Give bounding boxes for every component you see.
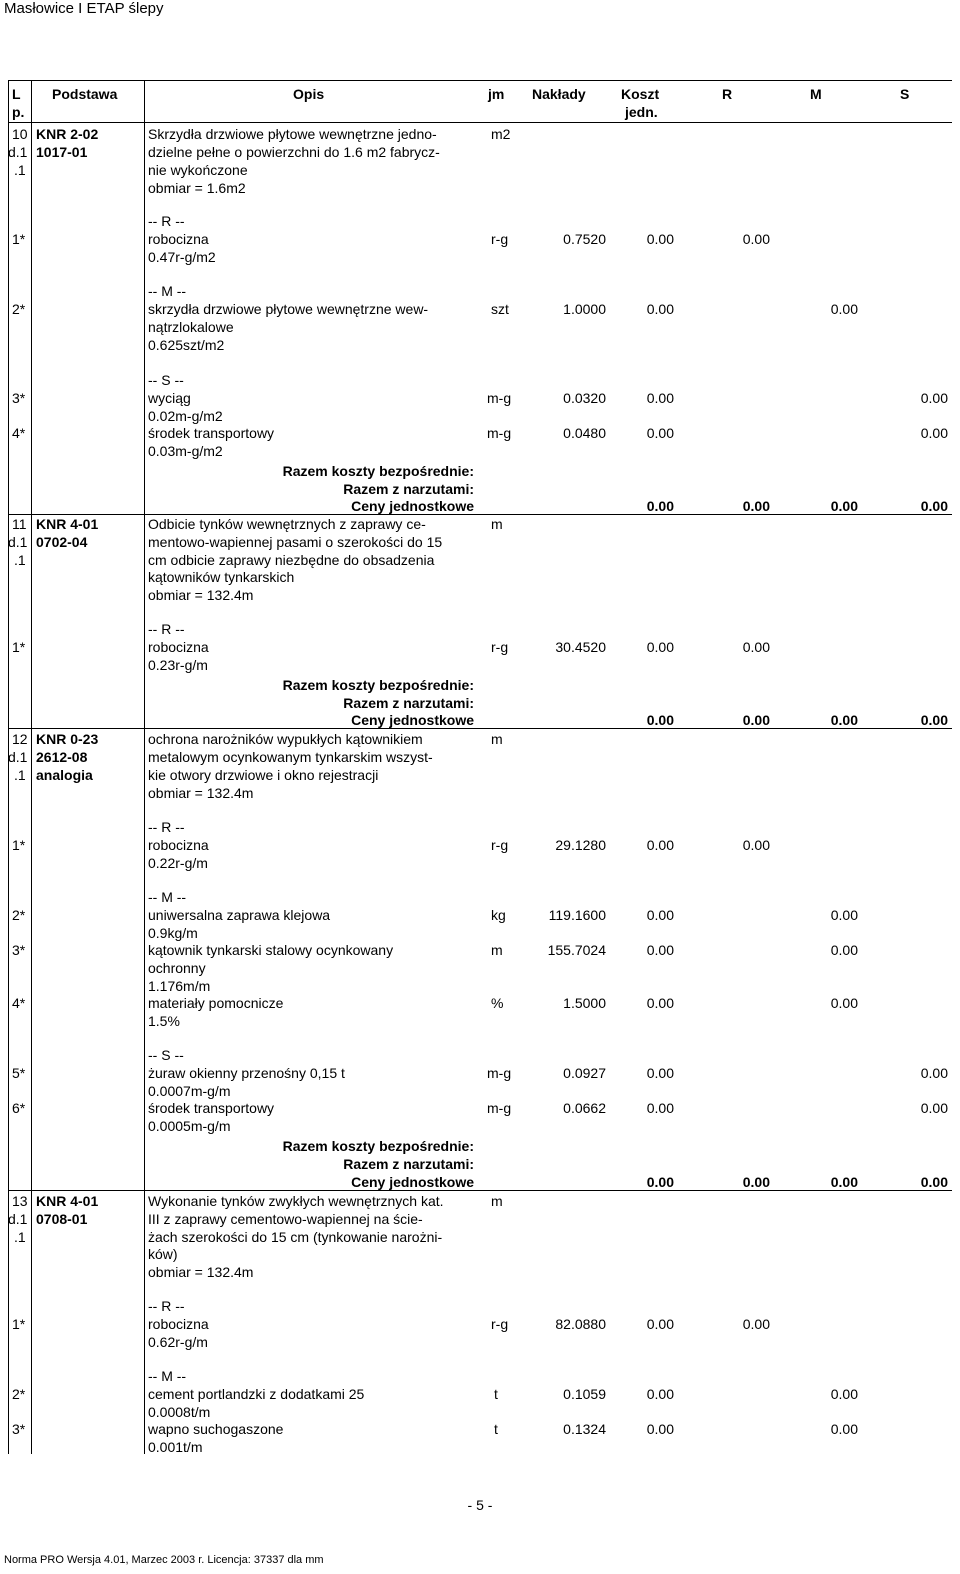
unit-price-s: 0.00 <box>920 1174 948 1190</box>
position-number: .1 <box>14 552 26 568</box>
resource-cost-r: 0.00 <box>742 639 770 655</box>
resource-unit-cost: 0.00 <box>646 1316 674 1332</box>
header-top-line <box>8 80 952 81</box>
header-koszt: Koszt <box>621 86 660 102</box>
position-basis: KNR 4-01 <box>36 516 99 532</box>
position-description: obmiar = 1.6m2 <box>148 180 246 196</box>
resource-norm: 0.0008t/m <box>148 1404 211 1420</box>
resource-cost-s: 0.00 <box>920 425 948 441</box>
resource-name: środek transportowy <box>148 425 275 441</box>
position-basis: KNR 2-02 <box>36 126 99 142</box>
header-jm: jm <box>488 86 505 102</box>
position-basis: 2612-08 <box>36 749 88 765</box>
resource-unit-cost: 0.00 <box>646 231 674 247</box>
resource-unit: m-g <box>487 1065 512 1081</box>
resource-lp: 3* <box>12 390 26 406</box>
resource-lp: 1* <box>12 639 26 655</box>
resource-cost-m: 0.00 <box>830 942 858 958</box>
unit-price-m: 0.00 <box>830 712 858 728</box>
unit-price-r: 0.00 <box>742 1174 770 1190</box>
summary-markup: Razem z narzutami: <box>343 1156 474 1172</box>
resource-unit: m <box>491 942 503 958</box>
resource-name: ochronny <box>148 960 206 976</box>
header-opis: Opis <box>293 86 325 102</box>
resource-unit-cost: 0.00 <box>646 390 674 406</box>
resource-quantity: 82.0880 <box>555 1316 606 1332</box>
header-r: R <box>722 86 733 102</box>
resource-norm: 0.22r-g/m <box>148 855 208 871</box>
resource-name: materiały pomocnicze <box>148 995 284 1011</box>
unit-price-m: 0.00 <box>830 498 858 514</box>
resource-unit-cost: 0.00 <box>646 301 674 317</box>
position-unit: m <box>491 1193 503 1209</box>
resource-name: wyciąg <box>148 390 191 406</box>
resource-unit-cost: 0.00 <box>646 907 674 923</box>
header-m: M <box>810 86 822 102</box>
resource-name: kątownik tynkarski stalowy ocynkowany <box>148 942 394 958</box>
position-number: .1 <box>14 1229 26 1245</box>
resource-norm: 0.23r-g/m <box>148 657 208 673</box>
unit-price-koszt: 0.00 <box>646 1174 674 1190</box>
resource-unit-cost: 0.00 <box>646 1386 674 1402</box>
position-description: ochrona narożników wypukłych kątownikiem <box>148 731 423 747</box>
resource-norm: 0.9kg/m <box>148 925 198 941</box>
position-basis: 0708-01 <box>36 1211 88 1227</box>
resource-lp: 3* <box>12 1421 26 1437</box>
resource-unit-cost: 0.00 <box>646 639 674 655</box>
resource-name: nątrzlokalowe <box>148 319 234 335</box>
resource-quantity: 0.1059 <box>563 1386 606 1402</box>
summary-direct: Razem koszty bezpośrednie: <box>282 463 474 479</box>
resource-unit-cost: 0.00 <box>646 425 674 441</box>
resource-unit: m-g <box>487 425 512 441</box>
resource-lp: 4* <box>12 995 26 1011</box>
position-number: d.1 <box>8 749 28 765</box>
group-s: -- S -- <box>148 372 184 388</box>
summary-direct: Razem koszty bezpośrednie: <box>282 677 474 693</box>
resource-unit: r-g <box>491 639 509 655</box>
resource-quantity: 155.7024 <box>547 942 606 958</box>
position-unit: m2 <box>491 126 511 142</box>
group-s: -- S -- <box>148 1047 184 1063</box>
resource-cost-r: 0.00 <box>742 837 770 853</box>
resource-unit: r-g <box>491 837 509 853</box>
header-lp-1: L <box>12 86 21 102</box>
group-r: -- R -- <box>148 621 185 637</box>
resource-unit: kg <box>491 907 506 923</box>
resource-name: skrzydła drzwiowe płytowe wewnętrzne wew- <box>148 301 429 317</box>
position-basis: 1017-01 <box>36 144 88 160</box>
position-number: 13 <box>12 1193 28 1209</box>
resource-quantity: 0.0320 <box>563 390 606 406</box>
resource-unit: r-g <box>491 231 509 247</box>
summary-unit: Ceny jednostkowe <box>351 498 474 514</box>
resource-unit: t <box>494 1421 498 1437</box>
resource-unit-cost: 0.00 <box>646 1065 674 1081</box>
resource-quantity: 0.0662 <box>563 1100 606 1116</box>
position-number: d.1 <box>8 1211 28 1227</box>
resource-cost-m: 0.00 <box>830 995 858 1011</box>
position-number: 11 <box>12 516 27 532</box>
group-m: -- M -- <box>148 889 187 905</box>
resource-norm: 0.62r-g/m <box>148 1334 208 1350</box>
resource-name: robocizna <box>148 837 209 853</box>
position-number: 10 <box>12 126 28 142</box>
group-m: -- M -- <box>148 283 187 299</box>
unit-price-m: 0.00 <box>830 1174 858 1190</box>
header-koszt-jedn: jedn. <box>625 104 658 120</box>
position-unit: m <box>491 516 503 532</box>
resource-unit: r-g <box>491 1316 509 1332</box>
position-basis: KNR 0-23 <box>36 731 99 747</box>
resource-norm: 0.47r-g/m2 <box>148 249 216 265</box>
resource-lp: 2* <box>12 907 26 923</box>
summary-markup: Razem z narzutami: <box>343 481 474 497</box>
position-description: dzielne pełne o powierzchni do 1.6 m2 fabrycz- <box>148 144 440 160</box>
resource-norm: 1.5% <box>148 1013 180 1029</box>
resource-lp: 2* <box>12 1386 26 1402</box>
summary-markup: Razem z narzutami: <box>343 695 474 711</box>
resource-name: robocizna <box>148 1316 209 1332</box>
position-description: III z zaprawy cementowo-wapiennej na ście- <box>148 1211 423 1227</box>
resource-norm: 1.176m/m <box>148 978 211 994</box>
footer-license: Norma PRO Wersja 4.01, Marzec 2003 r. Licencja: 37337 dla mm <box>4 1554 324 1566</box>
position-description: nie wykończone <box>148 162 248 178</box>
position-basis: KNR 4-01 <box>36 1193 99 1209</box>
position-description: kątowników tynkarskich <box>148 569 295 585</box>
resource-name: robocizna <box>148 639 209 655</box>
resource-unit: m-g <box>487 1100 512 1116</box>
resource-lp: 1* <box>12 1316 26 1332</box>
unit-price-r: 0.00 <box>742 498 770 514</box>
resource-quantity: 1.5000 <box>563 995 606 1011</box>
unit-price-s: 0.00 <box>920 712 948 728</box>
resource-unit-cost: 0.00 <box>646 1421 674 1437</box>
resource-cost-m: 0.00 <box>830 301 858 317</box>
unit-price-r: 0.00 <box>742 712 770 728</box>
position-number: d.1 <box>8 534 28 550</box>
position-number: 12 <box>12 731 28 747</box>
resource-quantity: 1.0000 <box>563 301 606 317</box>
resource-cost-m: 0.00 <box>830 1386 858 1402</box>
resource-lp: 1* <box>12 837 26 853</box>
resource-cost-r: 0.00 <box>742 231 770 247</box>
resource-unit: t <box>494 1386 498 1402</box>
resource-quantity: 29.1280 <box>555 837 606 853</box>
summary-unit: Ceny jednostkowe <box>351 1174 474 1190</box>
resource-unit-cost: 0.00 <box>646 942 674 958</box>
unit-price-koszt: 0.00 <box>646 712 674 728</box>
position-description: ków) <box>148 1246 178 1262</box>
resource-name: środek transportowy <box>148 1100 275 1116</box>
position-number: .1 <box>14 162 26 178</box>
resource-cost-s: 0.00 <box>920 1100 948 1116</box>
resource-unit: m-g <box>487 390 512 406</box>
resource-norm: 0.02m-g/m2 <box>148 408 223 424</box>
resource-norm: 0.03m-g/m2 <box>148 443 223 459</box>
group-r: -- R -- <box>148 819 185 835</box>
position-description: Wykonanie tynków zwykłych wewnętrznych kat. <box>148 1193 444 1209</box>
col-divider-lp <box>31 80 32 1454</box>
resource-quantity: 119.1600 <box>548 907 606 923</box>
unit-price-koszt: 0.00 <box>646 498 674 514</box>
position-description: Odbicie tynków wewnętrznych z zaprawy ce- <box>148 516 426 532</box>
resource-quantity: 0.7520 <box>563 231 606 247</box>
resource-lp: 3* <box>12 942 26 958</box>
group-r: -- R -- <box>148 213 185 229</box>
resource-lp: 6* <box>12 1100 26 1116</box>
resource-unit: % <box>491 995 504 1011</box>
summary-unit: Ceny jednostkowe <box>351 712 474 728</box>
header-podstawa: Podstawa <box>52 86 118 102</box>
position-description: cm odbicie zaprawy niezbędne do obsadzenia <box>148 552 435 568</box>
resource-quantity: 0.0927 <box>563 1065 606 1081</box>
position-description: obmiar = 132.4m <box>148 1264 254 1280</box>
resource-cost-r: 0.00 <box>742 1316 770 1332</box>
position-number: .1 <box>14 767 26 783</box>
position-description: kie otwory drzwiowe i okno rejestracji <box>148 767 379 783</box>
resource-unit-cost: 0.00 <box>646 1100 674 1116</box>
resource-lp: 1* <box>12 231 26 247</box>
position-description: obmiar = 132.4m <box>148 785 254 801</box>
position-description: metalowym ocynkowanym tynkarskim wszyst- <box>148 749 433 765</box>
page-number: - 5 - <box>467 1497 493 1513</box>
header-naklady: Nakłady <box>532 86 586 102</box>
position-description: obmiar = 132.4m <box>148 587 254 603</box>
resource-name: robocizna <box>148 231 209 247</box>
resource-name: żuraw okienny przenośny 0,15 t <box>148 1065 345 1081</box>
resource-quantity: 0.0480 <box>563 425 606 441</box>
resource-lp: 4* <box>12 425 26 441</box>
resource-lp: 5* <box>12 1065 26 1081</box>
resource-cost-s: 0.00 <box>920 390 948 406</box>
summary-direct: Razem koszty bezpośrednie: <box>282 1138 474 1154</box>
header-s: S <box>900 86 910 102</box>
unit-price-s: 0.00 <box>920 498 948 514</box>
resource-unit-cost: 0.00 <box>646 995 674 1011</box>
resource-quantity: 30.4520 <box>555 639 606 655</box>
position-unit: m <box>491 731 503 747</box>
document-title: Masłowice I ETAP ślepy <box>4 0 164 17</box>
position-basis: 0702-04 <box>36 534 88 550</box>
resource-unit-cost: 0.00 <box>646 837 674 853</box>
resource-name: uniwersalna zaprawa klejowa <box>148 907 331 923</box>
resource-unit: szt <box>491 301 509 317</box>
resource-name: cement portlandzki z dodatkami 25 <box>148 1386 365 1402</box>
position-description: mentowo-wapiennej pasami o szerokości do 15 <box>148 534 443 550</box>
position-description: Skrzydła drzwiowe płytowe wewnętrzne jedno- <box>148 126 437 142</box>
resource-cost-s: 0.00 <box>920 1065 948 1081</box>
resource-cost-m: 0.00 <box>830 1421 858 1437</box>
resource-norm: 0.001t/m <box>148 1439 203 1455</box>
resource-lp: 2* <box>12 301 26 317</box>
resource-norm: 0.0007m-g/m <box>148 1083 231 1099</box>
resource-name: wapno suchogaszone <box>148 1421 284 1437</box>
left-border <box>8 80 9 1454</box>
resource-cost-m: 0.00 <box>830 907 858 923</box>
position-number: d.1 <box>8 144 28 160</box>
position-description: żach szerokości do 15 cm (tynkowanie narożni- <box>148 1229 443 1245</box>
group-r: -- R -- <box>148 1298 185 1314</box>
resource-quantity: 0.1324 <box>563 1421 606 1437</box>
header-lp-2: p. <box>12 104 25 120</box>
group-m: -- M -- <box>148 1368 187 1384</box>
position-basis: analogia <box>36 767 93 783</box>
header-bottom-line <box>8 122 952 123</box>
resource-norm: 0.625szt/m2 <box>148 337 225 353</box>
col-divider-podstawa <box>144 80 145 1454</box>
resource-norm: 0.0005m-g/m <box>148 1118 231 1134</box>
